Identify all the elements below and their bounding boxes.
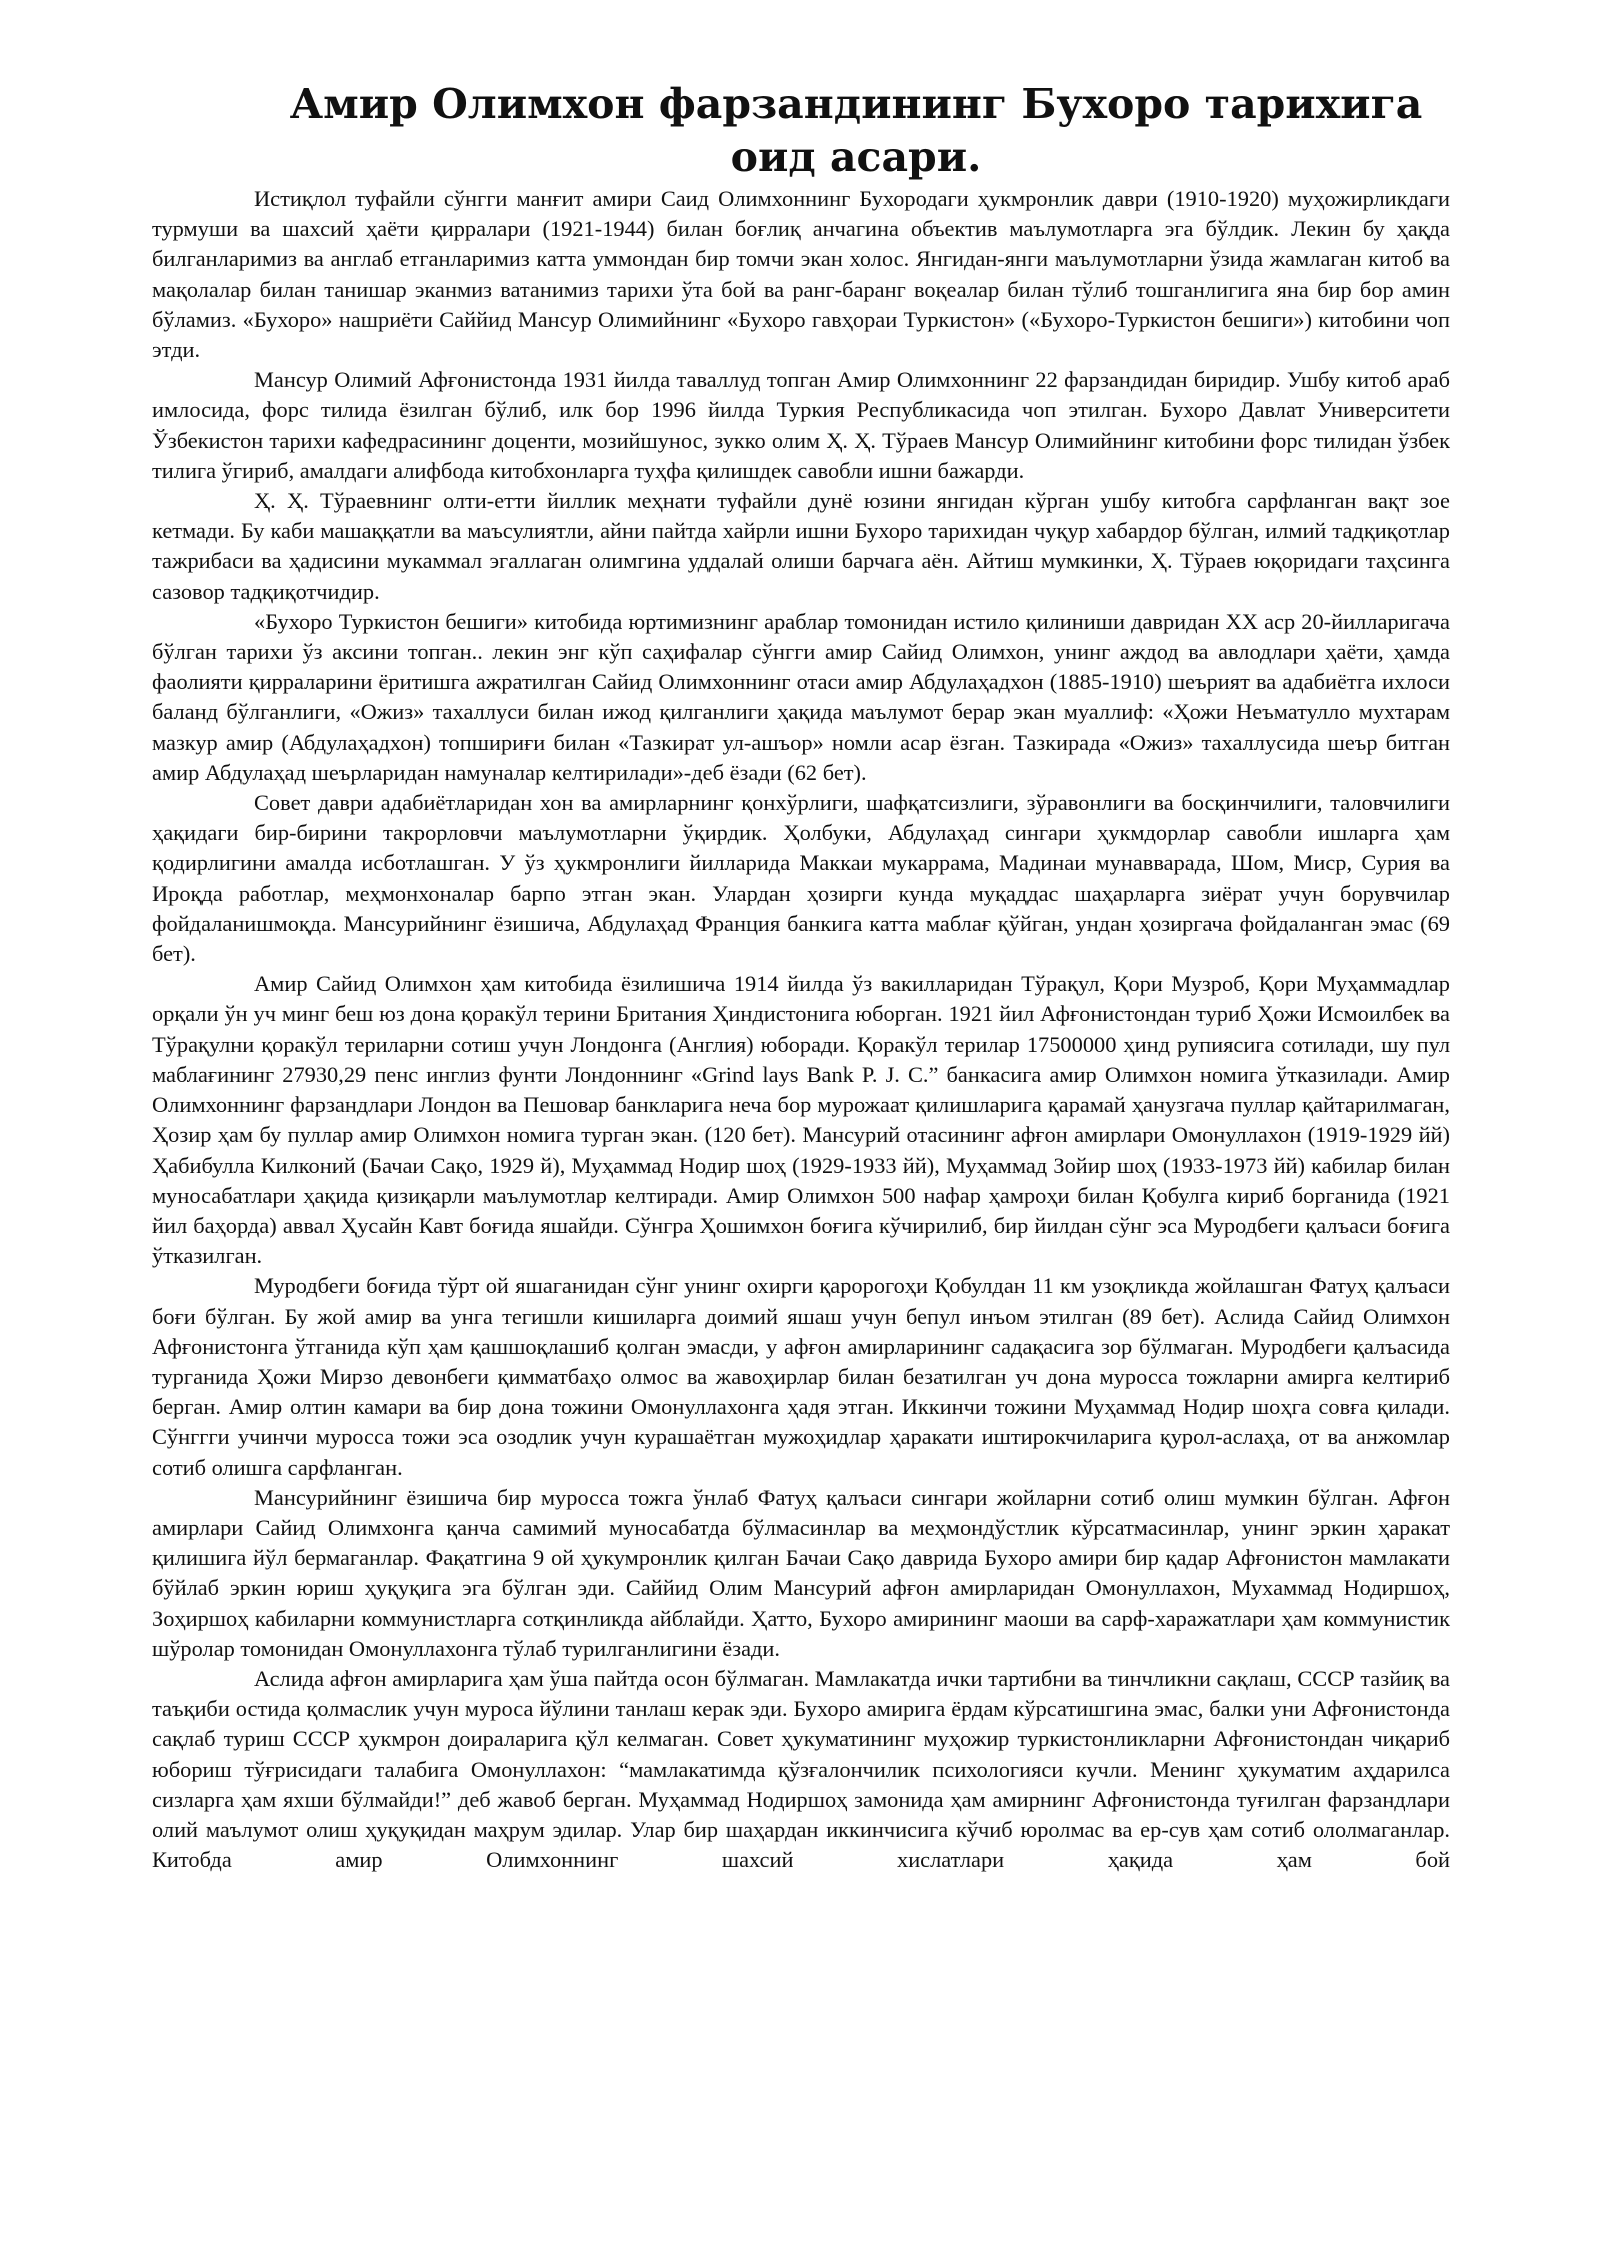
document-title: Амир Олимхон фарзандининг Бухоро тарихига оид асари. xyxy=(289,80,1423,181)
paragraph: Мансур Олимий Афғонистонда 1931 йилда таваллуд топган Амир Олимхоннинг 22 фарзандидан биридир. Ушбу китоб араб имлосида, форс тилида ёзилган бўлиб, илк бор 1996 йилда Туркия Республикасида чоп этилган. Бухоро Давлат Университети Ўзбекистон тарихи кафедрасининг доценти, мозийшунос, зукко олим Ҳ. Ҳ. Тўраев Мансур Олимийнинг китобини форс тилидан ўзбек тилига ўгириб, амалдаги алифбода китобхонларга туҳфа қилишдек савобли ишни бажарди. xyxy=(152,367,1450,483)
paragraph: Мансурийнинг ёзишича бир муросса тожга ўнлаб Фатуҳ қалъаси сингари жойларни сотиб олиш мумкин бўлган. Афғон амирлари Сайид Олимхонга қанча самимий муносабатда бўлмасинлар ва меҳмондўстлик кўрсатмасинлар, унинг эркин ҳаракат қилишига йўл бермаганлар. Фақатгина 9 ой ҳукумронлик қилган Бачаи Сақо даврида Бухоро амири бир қадар Афғонистон мамлакати бўйлаб эркин юриш ҳуқуқига эга бўлган эди. Саййид Олим Мансурий афғон амирларидан Омонуллахон, Мухаммад Нодиршоҳ, Зоҳиршоҳ кабиларни коммунистларга сотқинликда айблайди. Ҳатто, Бухоро амирининг маоши ва сарф-харажатлари ҳам коммунистик шўролар томонидан Омонуллахонга тўлаб турилганлигини ёзади. xyxy=(152,1484,1450,1661)
paragraph: Муродбеги боғида тўрт ой яшаганидан сўнг унинг охирги қаророгоҳи Қобулдан 11 км узоқликда жойлашган Фатуҳ қалъаси боғи бўлган. Бу жой амир ва унга тегишли кишиларга доимий яшаш учун бепул инъом этилган (89 бет). Аслида Сайид Олимхон Афғонистонга ўтганида кўп ҳам қашшоқлашиб қолган эмасди, у афғон амирларининг садақасига зор бўлмаган. Муродбеги қалъасида турганида Ҳожи Мирзо девонбеги қимматбаҳо олмос ва жавоҳирлар билан безатилган уч дона муросса тожларни амирга келтириб берган. Амир олтин камари ва бир дона тожини Омонуллахонга ҳадя этган. Иккинчи тожини Муҳаммад Нодир шоҳга совға қилади. Сўнггги учинчи муросса тожи эса озодлик учун курашаётган мужоҳидлар ҳаракати иштирокчиларига қурол-аслаҳа, от ва анжомлар сотиб олишга сарфланган. xyxy=(152,1273,1450,1480)
paragraph: Аслида афғон амирларига ҳам ўша пайтда осон бўлмаган. Мамлакатда ички тартибни ва тинчликни сақлаш, СССР тазйиқ ва таъқиби остида қолмаслик учун муроса йўлини танлаш керак эди. Бухоро амирига ёрдам кўрсатишгина эмас, балки уни Афғонистонда сақлаб туриш СССР ҳукмрон доираларига қўл келмаган. Совет ҳукуматининг муҳожир туркистонликларни Афғонистондан чиқариб юбориш тўғрисидаги талабига Омонуллахон: “мамлакатимда қўзғалончилик психологияси кучли. Менинг ҳукуматим аҳдарилса сизларга ҳам яхши бўлмайди!” деб жавоб берган. Муҳаммад Нодиршоҳ замонида ҳам амирнинг Афғонистонда туғилган фарзандлари олий маълумот олиш ҳуқуқидан маҳрум эдилар. Улар бир шаҳардан иккинчисига кўчиб юролмас ва ер-сув ҳам сотиб ололмаганлар. Китобда амир Олимхоннинг шахсий хислатлари ҳақида ҳам бой xyxy=(152,1665,1450,1873)
paragraph: «Бухоро Туркистон бешиги» китобида юртимизнинг араблар томонидан истило қилиниши давридан XX аср 20-йилларигача бўлган тарихи ўз аксини топган.. лекин энг кўп саҳифалар сўнгги амир Сайид Олимхон, унинг аждод ва авлодлари ҳаёти, ҳамда фаолияти қирраларини ёритишга ажратилган Сайид Олимхоннинг отаси амир Абдулаҳадхон (1885-1910) шеърият ва адабиётга ихлоси баланд бўлганлиги, «Ожиз» тахаллуси билан ижод қилганлиги ҳақида маълумот берар экан муаллиф: «Ҳожи Неъматулло мухтарам мазкур амир (Абдулаҳадхон) топшириғи билан «Тазкират ул-ашъор» номли асар ёзган. Тазкирада «Ожиз» тахаллусида шеър битган амир Абдулаҳад шеърларидан намуналар келтирилади»-деб ёзади (62 бет). xyxy=(152,608,1450,785)
paragraph: Совет даври адабиётларидан хон ва амирларнинг қонхўрлиги, шафқатсизлиги, зўравонлиги ва босқинчилиги, таловчилиги ҳақидаги бир-бирини такрорловчи маълумотларни ўқирдик. Ҳолбуки, Абдулаҳад сингари ҳукмдорлар савобли ишларга ҳам қодирлигини амалда исботлашган. У ўз ҳукмронлиги йилларида Маккаи мукаррама, Мадинаи мунавварада, Шом, Миср, Сурия ва Ироқда работлар, меҳмонхоналар барпо этган экан. Улардан ҳозирги кунда муқаддас шаҳарларга зиёрат учун борувчилар фойдаланишмоқда. Мансурийнинг ёзишича, Абдулаҳад Франция банкига катта маблағ қўйган, ундан ҳозиргача фойдаланган эмас (69 бет). xyxy=(152,790,1450,967)
paragraph: Амир Сайид Олимхон ҳам китобида ёзилишича 1914 йилда ўз вакилларидан Тўрақул, Қори Музроб, Қори Муҳаммадлар орқали ўн уч минг беш юз дона қоракўл терини Британия Ҳиндистонига юборган. 1921 йил Афғонистондан туриб Ҳожи Исмоилбек ва Тўрақулни қоракўл териларни сотиш учун Лондонга (Англия) юборади. Қоракўл терилар 17500000 ҳинд рупиясига сотилади, шу пул маблағининг 27930,29 пенс инглиз фунти Лондоннинг «Grind lays Bank P. J. C.” банкасига амир Олимхон номига ўтказилади. Амир Олимхоннинг фарзандлари Лондон ва Пешовар банкларига неча бор мурожаат қилишларига қарамай ҳанузгача пуллар қайтарилмаган, Ҳозир ҳам бу пуллар амир Олимхон номига турган экан. (120 бет). Мансурий отасининг афғон амирлари Омонуллахон (1919-1929 йй) Ҳабибулла Килконий (Бачаи Сақо, 1929 й), Муҳаммад Нодир шоҳ (1929-1933 йй), Муҳаммад Зойир шоҳ (1933-1973 йй) кабилар билан муносабатлари ҳақида қизиқарли маълумотлар келтиради. Амир Олимхон 500 нафар ҳамроҳи билан Қобулга кириб борганида (1921 йил баҳорда) аввал Ҳусайн Кавт боғида яшайди. Сўнгра Ҳошимхон боғига кўчирилиб, бир йилдан сўнг эса Муродбеги қалъаси боғига ўтказилган. xyxy=(152,971,1450,1269)
paragraph: Ҳ. Ҳ. Тўраевнинг олти-етти йиллик меҳнати туфайли дунё юзини янгидан кўрган ушбу китобга сарфланган вақт зое кетмади. Бу каби машаққатли ва маъсулиятли, айни пайтда хайрли ишни Бухоро тарихидан чуқур хабардор бўлган, илмий тадқиқотлар тажрибаси ва ҳадисини мукаммал эгаллаган олимгина уддалай олиши барчага аён. Айтиш мумкинки, Ҳ. Тўраев юқоридаги таҳсинга сазовор тадқиқотчидир. xyxy=(152,488,1450,604)
paragraph: Истиқлол туфайли сўнгги манғит амири Саид Олимхоннинг Бухородаги ҳукмронлик даври (1910-1920) муҳожирликдаги турмуши ва шахсий ҳаёти қирралари (1921-1944) билан боғлиқ анчагина объектив маълумотларга эга бўлдик. Лекин бу ҳақда билганларимиз ва англаб етганларимиз катта уммондан бир томчи экан холос. Янгидан-янги маълумотларни ўзида жамлаган китоб ва мақолалар билан танишар эканмиз ватанимиз тарихи ўта бой ва ранг-баранг воқеалар билан тўлиб тошганлигига яна бир бор амин бўламиз. «Бухоро» нашриёти Саййид Мансур Олимийнинг «Бухоро гавҳораи Туркистон» («Бухоро-Туркистон бешиги») китобини чоп этди. xyxy=(152,186,1450,363)
document-page xyxy=(152,78,1450,1875)
